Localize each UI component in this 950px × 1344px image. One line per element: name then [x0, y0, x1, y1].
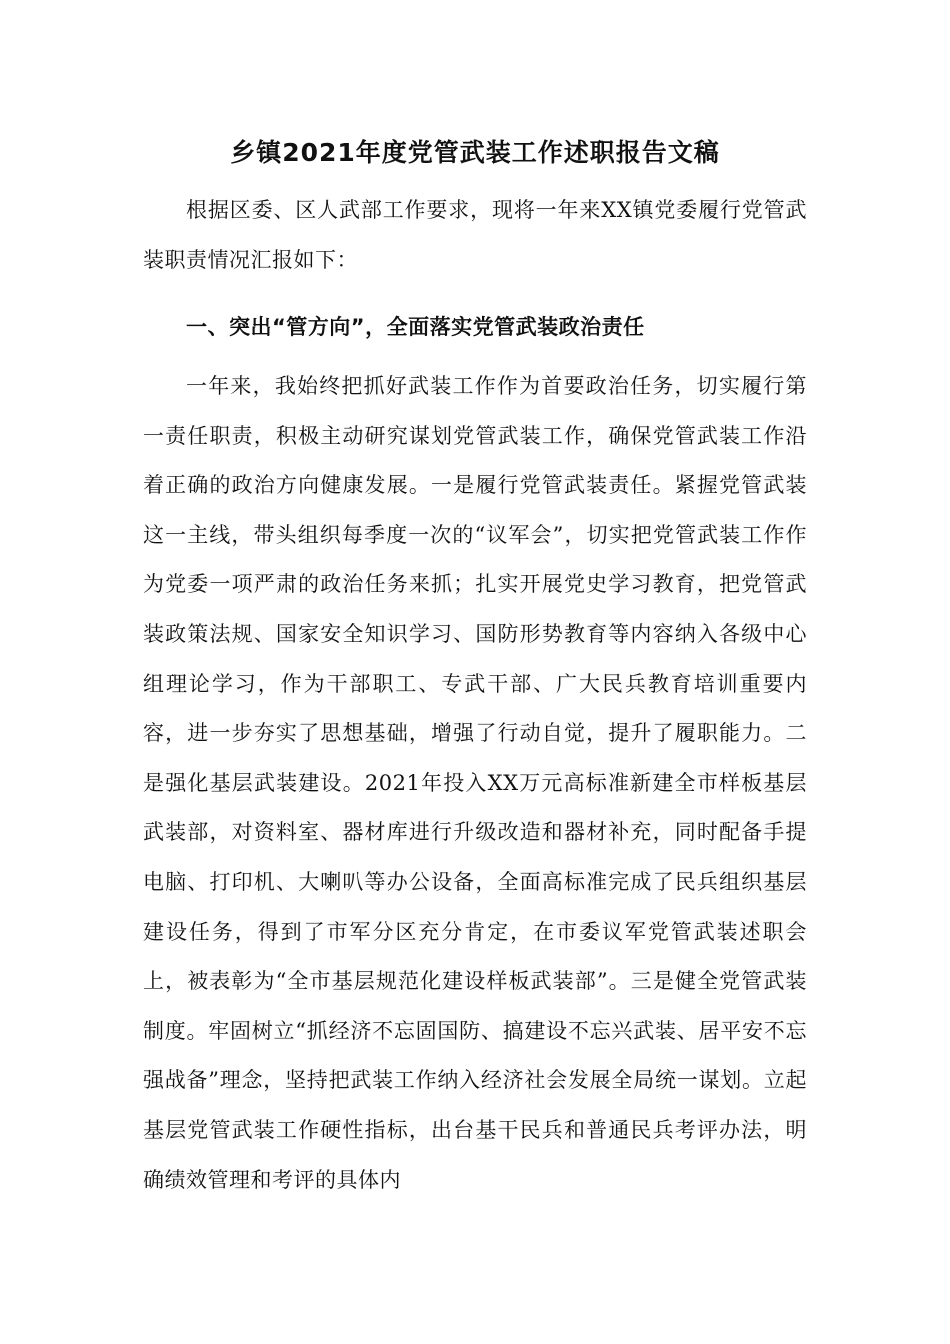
document-title: 乡镇2021年度党管武装工作述职报告文稿 — [230, 138, 720, 167]
section-heading: 一、突出“管方向”，全面落实党管武装政治责任 — [186, 315, 645, 339]
intro-paragraph: 根据区委、区人武部工作要求，现将一年来XX镇党委履行党管武装职责情况汇报如下： — [143, 198, 807, 272]
section-paragraph: 一年来，我始终把抓好武装工作作为首要政治任务，切实履行第一责任职责，积极主动研究谋划党管武装工作，确保党管武装工作沿着正确的政治方向健康发展。一是履行党管武装责任。紧握党管武装这一主线，带头组织每季度一次的“议军会”，切实把党管武装工作作为党委一项严肃的政治任务来抓；扎实开展党史学习教育，把党管武装政策法规、国家安全知识学习、国防形势教育等内容纳入各级中心组理论学习，作为干部职工、专武干部、广大民兵教育培训重要内容，进一步夯实了思想基础，增强了行动自觉，提升了履职能力。二是强化基层武装建设。2021年投入XX万元高标准新建全市样板基层武装部，对资料室、器材库进行升级改造和器材补充，同时配备手提电脑、打印机、大喇叭等办公设备，全面高标准完成了民兵组织基层建设任务，得到了市军分区充分肯定，在市委议军党管武装述职会上，被表彰为“全市基层规范化建设样板武装部”。三是健全党管武装制度。牢固树立“抓经济不忘固国防、搞建设不忘兴武装、居平安不忘强战备”理念，坚持把武装工作纳入经济社会发展全局统一谋划。立起基层党管武装工作硬性指标，出台基干民兵和普通民兵考评办法，明确绩效管理和考评的具体内 — [143, 374, 807, 1192]
